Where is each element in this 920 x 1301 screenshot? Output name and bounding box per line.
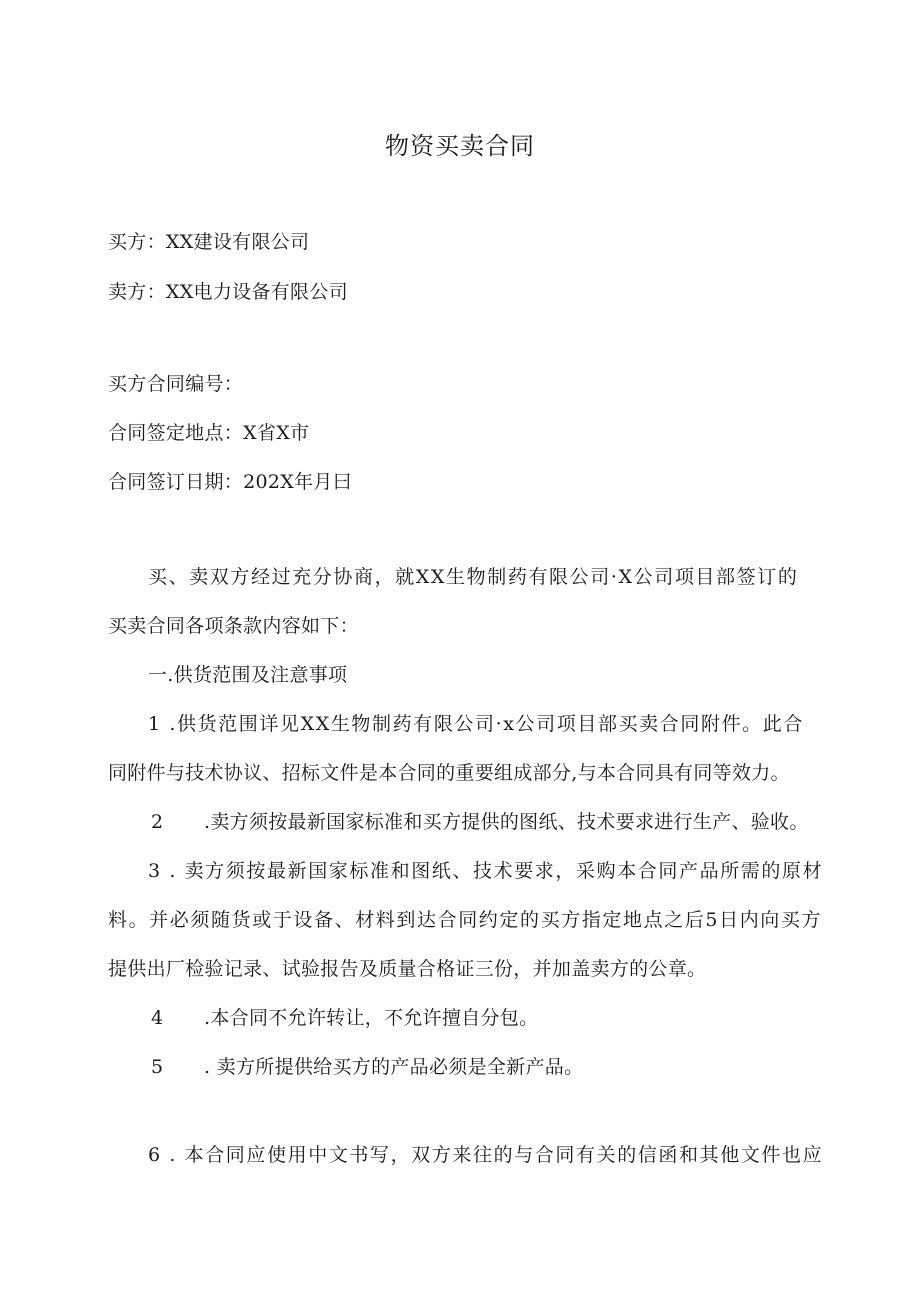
sign-place-line: 合同签定地点：X省X市 bbox=[108, 422, 310, 444]
clause-3-line-3: 提供出厂检验记录、试验报告及质量合格证三份，并加盖卖方的公章。 bbox=[108, 958, 707, 980]
seller-line: 卖方：XX电力设备有限公司 bbox=[108, 281, 348, 303]
clause-4-number: 4 bbox=[151, 1007, 164, 1029]
clause-1-line-1: 1 .供货范围详见XX生物制药有限公司·x公司项目部买卖合同附件。此合 bbox=[148, 713, 804, 735]
clause-3-line-1: 3 . 卖方须按最新国家标准和图纸、技术要求，采购本合同产品所需的原材 bbox=[148, 860, 824, 882]
intro-line-1: 买、卖双方经过充分协商，就XX生物制药有限公司·X公司项目部签订的 bbox=[148, 566, 799, 588]
buyer-line: 买方：XX建设有限公司 bbox=[108, 231, 310, 253]
clause-6-line-1: 6 . 本合同应使用中文书写，双方来往的与合同有关的信函和其他文件也应 bbox=[148, 1144, 824, 1166]
intro-line-2: 买卖合同各项条款内容如下： bbox=[108, 615, 359, 637]
clause-3-line-2: 料。并必须随货或于设备、材料到达合同约定的买方指定地点之后5日内向买方 bbox=[108, 909, 823, 931]
section-heading: 一.供货范围及注意事项 bbox=[148, 664, 348, 686]
clause-1-line-2: 同附件与技术协议、招标文件是本合同的重要组成部分,与本合同具有同等效力。 bbox=[108, 762, 790, 784]
sign-date-line: 合同签订日期：202X年月曰 bbox=[108, 471, 352, 493]
clause-4-text: .本合同不允许转让，不允许擅自分包。 bbox=[204, 1007, 539, 1029]
clause-2-number: 2 bbox=[151, 811, 164, 833]
clause-2-text: .卖方须按最新国家标准和买方提供的图纸、技术要求进行生产、验收。 bbox=[204, 811, 809, 833]
clause-5-number: 5 bbox=[151, 1056, 164, 1078]
document-title: 物资买卖合同 bbox=[385, 132, 535, 160]
contract-number-line: 买方合同编号： bbox=[108, 373, 244, 395]
clause-5-text: . 卖方所提供给买方的产品必须是全新产品。 bbox=[204, 1056, 584, 1078]
